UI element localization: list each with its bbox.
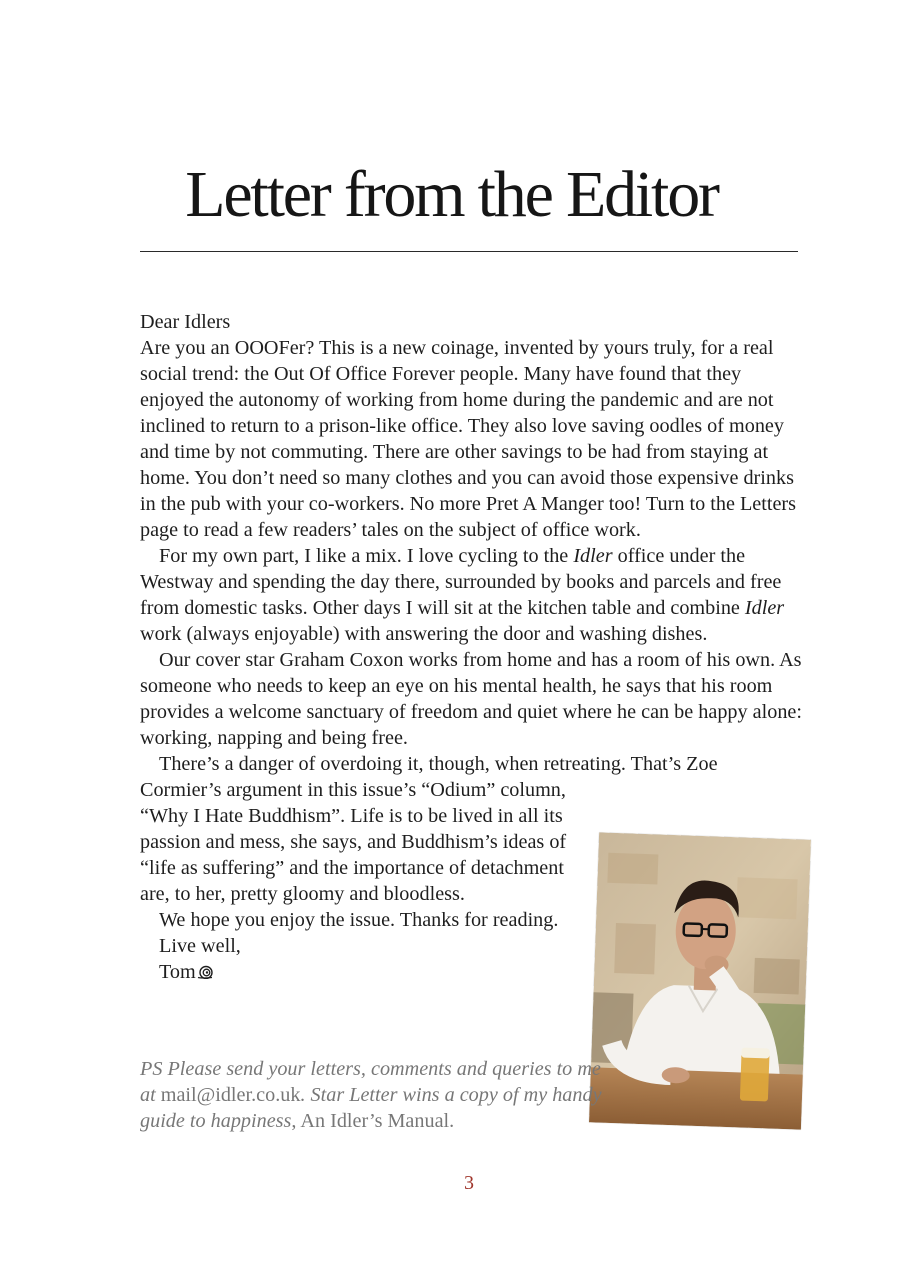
postscript xyxy=(140,1056,610,1134)
editor-photo xyxy=(589,832,811,1129)
idler-snail-icon xyxy=(197,965,214,979)
paragraph-1: Are you an OOOFer? This is a new coinage, invented by yours truly, for a real social trend: the Out Of Office Forever people. Many have found that they enjoyed the autonomy of working from home during the pandemic and are not inclined to return to a prison-like office. They also love saving oodles of money and time by not commuting. There are other savings to be had from staying at home. You don’t need so many clothes and you can avoid those expensive drinks in the pub with your co-workers. No more Pret A Manger too! Turn to the Letters page to read a few readers’ tales on the subject of office work. xyxy=(140,337,796,541)
paragraph-2-part-c: work (always enjoyable) with answering the door and washing dishes. xyxy=(140,623,708,645)
ps-email: mail@idler.co.uk xyxy=(160,1084,301,1106)
page-title: Letter from the Editor xyxy=(185,158,718,231)
ps-italic-1: PS Please send your letters, comments and queries to me at xyxy=(140,1058,601,1106)
paragraph-3: Our cover star Graham Coxon works from home and has a room of his own. As someone who needs to keep an eye on his mental health, he says that his room provides a welcome sanctuary of freedom and quiet where he can be happy alone: working, napping and being free. xyxy=(140,649,802,749)
idler-italic-2: Idler xyxy=(744,597,785,619)
paragraph-4-line-4: passion and mess, she says, and Buddhism’s ideas of xyxy=(140,831,567,853)
paragraph-4-line-2: Cormier’s argument in this issue’s “Odium” column, xyxy=(140,779,566,801)
greeting: Dear Idlers xyxy=(140,311,231,333)
idler-italic-1: Idler xyxy=(573,545,613,567)
paragraph-2-part-a: For my own part, I like a mix. I love cycling to the xyxy=(159,545,574,567)
paragraph-4-line-5: “life as suffering” and the importance of detachment xyxy=(140,857,564,879)
editor-portrait-image xyxy=(589,832,811,1129)
title-divider xyxy=(140,251,798,252)
ps-book-title: , An Idler’s Manual. xyxy=(291,1110,455,1132)
paragraph-4-line-6: are, to her, pretty gloomy and bloodless. xyxy=(140,883,465,905)
paragraph-4-line-1: There’s a danger of overdoing it, though, when retreating. That’s Zoe xyxy=(159,753,718,775)
paragraph-5: We hope you enjoy the issue. Thanks for reading. xyxy=(159,909,559,931)
ps-italic-2: . Star Letter wins a copy of my handy guide to happiness xyxy=(140,1084,602,1132)
page-number: 3 xyxy=(464,1172,474,1194)
sign-off: Live well, xyxy=(159,935,241,957)
paragraph-2 xyxy=(140,543,805,647)
paragraph-4-line-3: “Why I Hate Buddhism”. Life is to be lived in all its xyxy=(140,805,563,827)
paragraph-2-part-b: office under the Westway and spending the day there, surrounded by books and parcels and free from domestic tasks. Other days I will sit at the kitchen table and combine xyxy=(140,545,782,619)
signature-name: Tom xyxy=(159,961,196,983)
